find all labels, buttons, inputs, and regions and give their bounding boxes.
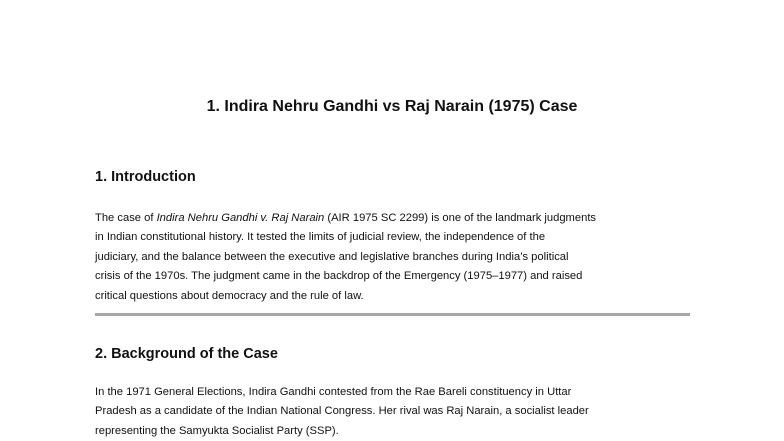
paragraph-line: crisis of the 1970s. The judgment came in the backdrop of the Emergency (1975–1977) and raised [95, 270, 583, 283]
paragraph-line: In the 1971 General Elections, Indira Gandhi contested from the Rae Bareli constituency in Uttar [95, 386, 572, 398]
horizontal-divider [95, 313, 690, 316]
document-title: 1. Indira Nehru Gandhi vs Raj Narain (1975) Case [206, 98, 578, 115]
section-heading-introduction: 1. Introduction [95, 169, 196, 185]
text-run: The case of [95, 212, 157, 224]
background-paragraph [95, 383, 695, 441]
paragraph-line: in Indian constitutional history. It tested the limits of judicial review, the independence of the [95, 231, 546, 244]
paragraph-line: critical questions about democracy and the rule of law. [95, 289, 364, 302]
section-heading-background: 2. Background of the Case [95, 346, 278, 362]
text-run: (AIR 1975 SC 2299) is one of the landmark judgments [324, 212, 597, 224]
paragraph-line: Pradesh as a candidate of the Indian National Congress. Her rival was Raj Narain, a socialist leader [95, 405, 589, 418]
paragraph-line: representing the Samyukta Socialist Party (SSP). [95, 424, 339, 437]
paragraph-line [95, 209, 695, 228]
case-name-italic: Indira Nehru Gandhi v. Raj Narain [156, 212, 325, 224]
paragraph-line: judiciary, and the balance between the executive and legislative branches during India’s political [95, 250, 569, 263]
introduction-paragraph [95, 209, 695, 306]
